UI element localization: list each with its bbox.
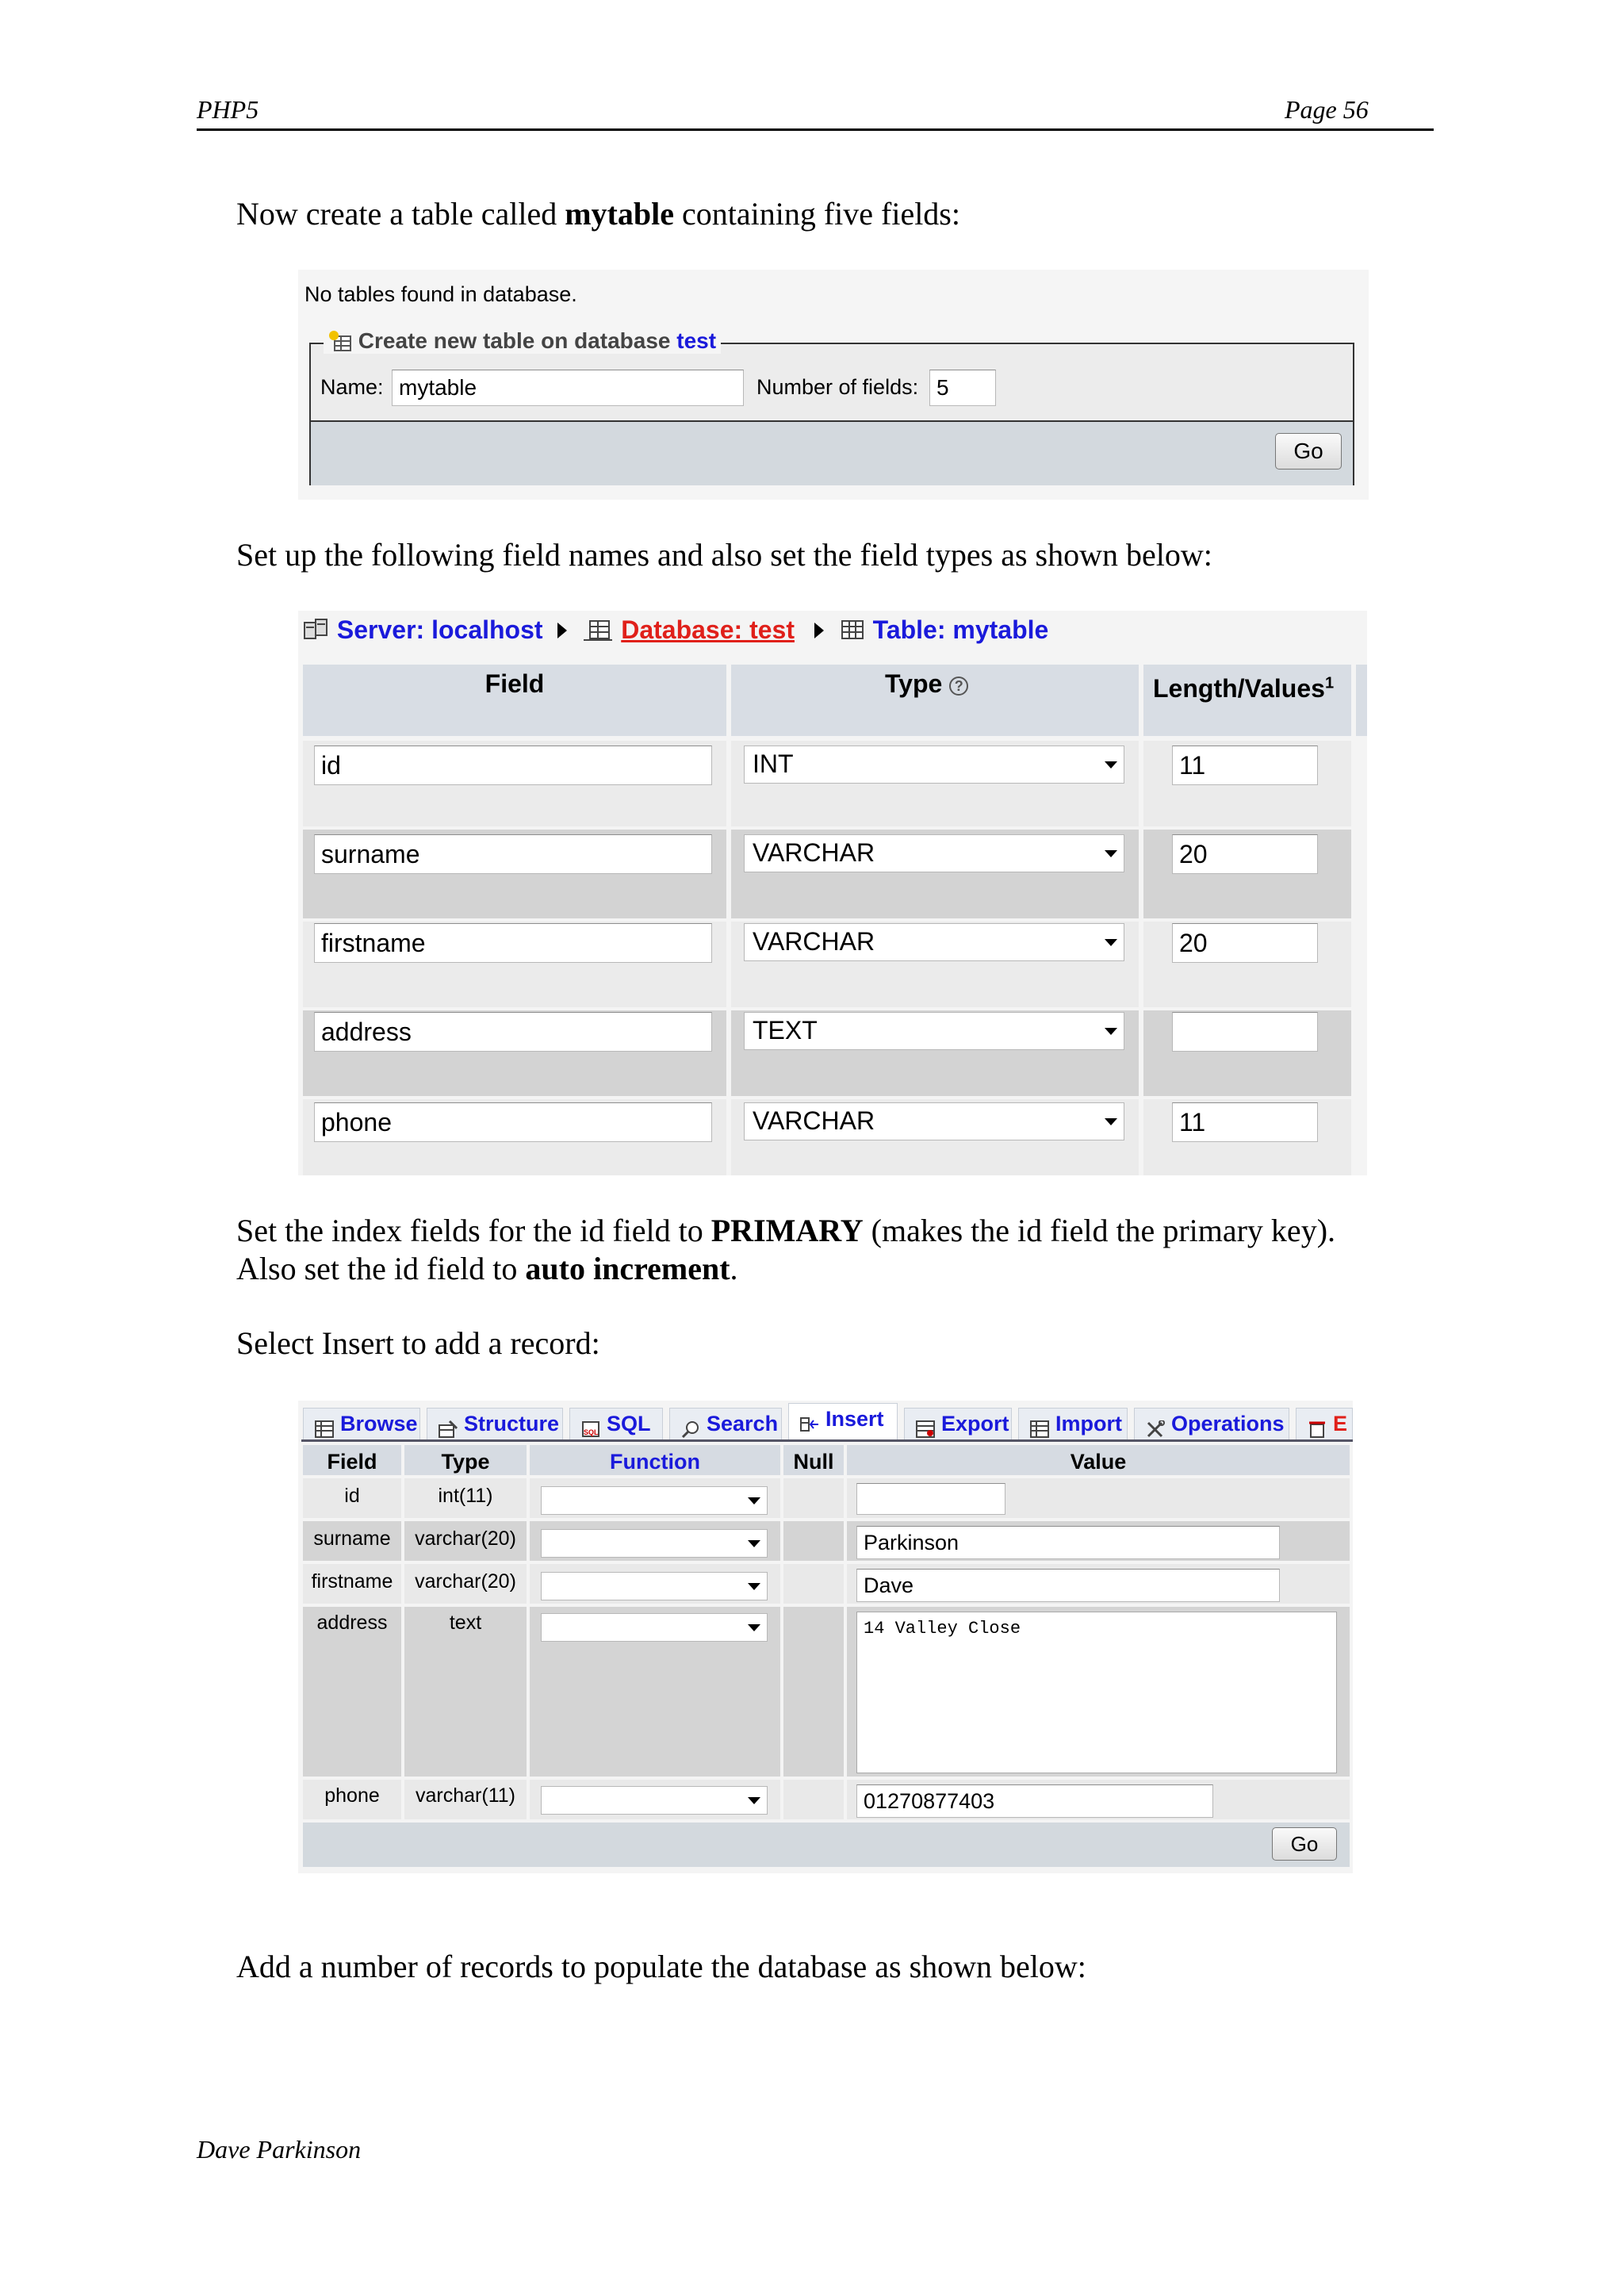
no-tables-notice: No tables found in database.: [304, 282, 577, 306]
column-separator: [527, 1478, 530, 1819]
field-length-input[interactable]: [1172, 746, 1318, 785]
field-type-select[interactable]: [744, 923, 1124, 961]
value-input[interactable]: [856, 1526, 1280, 1559]
insert-icon: [800, 1411, 819, 1428]
browse-icon: [315, 1416, 334, 1433]
chevron-down-icon: [1105, 939, 1117, 946]
insert-field-name: surname: [313, 1527, 391, 1550]
breadcrumb-server-link[interactable]: Server: localhost: [336, 615, 543, 644]
create-table-footer: [311, 420, 1353, 485]
field-name-input[interactable]: [314, 746, 712, 785]
footnote-marker: 1: [1324, 674, 1335, 692]
insert-field-header: Field: [327, 1450, 377, 1474]
paragraph-create-table: [236, 195, 960, 233]
field-length-input[interactable]: [1172, 923, 1318, 963]
insert-field-type: varchar(20): [415, 1570, 516, 1593]
number-of-fields-label: Number of fields:: [756, 375, 919, 399]
tab-label: Operations: [1171, 1412, 1285, 1435]
value-input[interactable]: [856, 1569, 1280, 1602]
insert-field-type: varchar(11): [416, 1784, 515, 1807]
field-name-input[interactable]: [314, 1102, 712, 1142]
tab-search[interactable]: [669, 1408, 782, 1439]
search-icon: [681, 1416, 700, 1433]
chevron-down-icon: [748, 1797, 760, 1804]
text: containing five fields:: [673, 196, 960, 232]
tab-label: Export: [941, 1412, 1009, 1435]
field-name-input[interactable]: [314, 1012, 712, 1052]
chevron-down-icon: [1105, 1028, 1117, 1035]
tab-label: Insert: [825, 1407, 884, 1431]
text: .: [730, 1251, 738, 1286]
field-length-input[interactable]: [1172, 834, 1318, 874]
insert-field-name: id: [344, 1485, 360, 1507]
header-left: PHP5: [197, 95, 259, 124]
field-type-value: TEXT: [753, 1016, 818, 1045]
length-column-header: [1153, 674, 1334, 703]
function-select[interactable]: [541, 1613, 768, 1642]
create-table-legend: [324, 328, 721, 354]
help-icon[interactable]: ?: [949, 677, 968, 696]
field-type-select[interactable]: [744, 746, 1124, 784]
sql-icon: [581, 1416, 600, 1436]
text: Set the index fields for the id field to: [236, 1213, 711, 1248]
structure-icon: [439, 1416, 458, 1433]
function-select[interactable]: [541, 1786, 768, 1815]
column-separator: [844, 1478, 847, 1819]
table-name-input[interactable]: [392, 370, 744, 406]
footer-author: Dave Parkinson: [197, 2135, 362, 2164]
text: (makes the id field the primary key).: [863, 1213, 1336, 1248]
import-icon: [1030, 1416, 1049, 1433]
bold-text: mytable: [565, 196, 674, 232]
tab-label: Search: [707, 1412, 779, 1435]
tab-structure[interactable]: [427, 1408, 563, 1439]
name-label: Name:: [320, 375, 384, 399]
field-length-input[interactable]: [1172, 1012, 1318, 1052]
tab-browse[interactable]: [303, 1408, 420, 1439]
insert-function-header[interactable]: Function: [610, 1450, 700, 1474]
insert-field-name: firstname: [311, 1570, 393, 1593]
tab-label: Import: [1055, 1412, 1122, 1435]
chevron-down-icon: [748, 1540, 760, 1547]
value-input[interactable]: [856, 1784, 1213, 1818]
tab-insert[interactable]: [788, 1403, 898, 1439]
tab-empty-truncated[interactable]: [1296, 1408, 1353, 1439]
legend-text: Create new table on database: [358, 328, 677, 353]
insert-field-name: phone: [324, 1784, 380, 1807]
svg-text:SQL: SQL: [584, 1428, 599, 1436]
function-select[interactable]: [541, 1529, 768, 1558]
insert-field-type: varchar(20): [415, 1527, 516, 1550]
text: Also set the id field to: [236, 1251, 526, 1286]
breadcrumb: [303, 615, 1048, 645]
breadcrumb-arrow-icon: [814, 623, 824, 638]
next-column-edge: [1356, 665, 1367, 736]
field-name-input[interactable]: [314, 923, 712, 963]
breadcrumb-arrow-icon: [557, 623, 567, 638]
insert-footer: [303, 1823, 1350, 1867]
chevron-down-icon: [748, 1624, 760, 1631]
chevron-down-icon: [748, 1583, 760, 1590]
field-length-input[interactable]: [1172, 1102, 1318, 1142]
wrench-icon: [1146, 1416, 1165, 1433]
insert-value-header: Value: [1070, 1450, 1127, 1474]
field-type-value: INT: [753, 749, 794, 778]
trash-icon: [1308, 1416, 1327, 1433]
field-type-value: VARCHAR: [753, 927, 875, 956]
chevron-down-icon: [748, 1497, 760, 1504]
tab-label: Browse: [340, 1412, 418, 1435]
database-icon: [582, 618, 614, 642]
tab-sql[interactable]: [569, 1408, 663, 1439]
paragraph-primary-key: [236, 1212, 1335, 1250]
breadcrumb-table-link[interactable]: Table: mytable: [872, 615, 1049, 644]
paragraph-field-setup: Set up the following field names and also set the field types as shown below:: [236, 537, 1212, 573]
field-type-select[interactable]: [744, 1102, 1124, 1140]
insert-field-name: address: [316, 1612, 388, 1634]
text: Now create a table called: [236, 196, 565, 232]
field-type-select[interactable]: [744, 834, 1124, 872]
tab-label: SQL: [607, 1412, 651, 1435]
insert-field-type: text: [449, 1612, 482, 1634]
go-button[interactable]: Go: [1275, 433, 1342, 470]
paragraph-auto-increment: [236, 1250, 738, 1288]
bold-text: auto increment: [525, 1251, 730, 1286]
insert-field-type: int(11): [438, 1485, 493, 1507]
field-type-value: VARCHAR: [753, 1106, 875, 1135]
legend-database-link[interactable]: test: [676, 328, 717, 353]
tab-label: Structure: [464, 1412, 560, 1435]
value-input[interactable]: [856, 1483, 1005, 1515]
tab-label: E: [1333, 1412, 1348, 1435]
field-type-select[interactable]: [744, 1012, 1124, 1050]
table-icon: [839, 618, 866, 642]
chevron-down-icon: [1105, 761, 1117, 769]
bold-text: PRIMARY: [710, 1213, 864, 1248]
header-page-number: Page 56: [1285, 95, 1369, 124]
insert-null-header: Null: [793, 1450, 834, 1474]
function-select[interactable]: [541, 1486, 768, 1515]
field-column-header: Field: [485, 669, 545, 698]
type-header-text: Type: [885, 669, 943, 698]
function-select[interactable]: [541, 1572, 768, 1600]
tab-operations[interactable]: [1134, 1408, 1289, 1439]
paragraph-add-records: Add a number of records to populate the database as shown below:: [236, 1949, 1086, 1984]
insert-type-header: Type: [441, 1450, 490, 1474]
new-table-icon: [328, 330, 352, 352]
server-icon: [303, 618, 330, 642]
breadcrumb-database-link[interactable]: Database: test: [621, 615, 795, 644]
number-of-fields-input[interactable]: [929, 370, 996, 406]
tab-bar-rule: [301, 1439, 1353, 1442]
tab-import[interactable]: [1018, 1408, 1128, 1439]
export-icon: [916, 1416, 935, 1433]
field-name-input[interactable]: [314, 834, 712, 874]
field-type-value: VARCHAR: [753, 838, 875, 867]
paragraph-select-insert: Select Insert to add a record:: [236, 1325, 600, 1361]
type-column-header: [885, 669, 968, 699]
insert-go-button[interactable]: Go: [1272, 1827, 1337, 1861]
chevron-down-icon: [1105, 850, 1117, 857]
tab-export[interactable]: [904, 1408, 1012, 1439]
header-rule: [197, 128, 1434, 131]
chevron-down-icon: [1105, 1118, 1117, 1125]
column-separator: [780, 1478, 783, 1819]
length-header-text: Length/Values: [1153, 674, 1325, 703]
address-textarea[interactable]: 14 Valley Close: [856, 1612, 1337, 1773]
